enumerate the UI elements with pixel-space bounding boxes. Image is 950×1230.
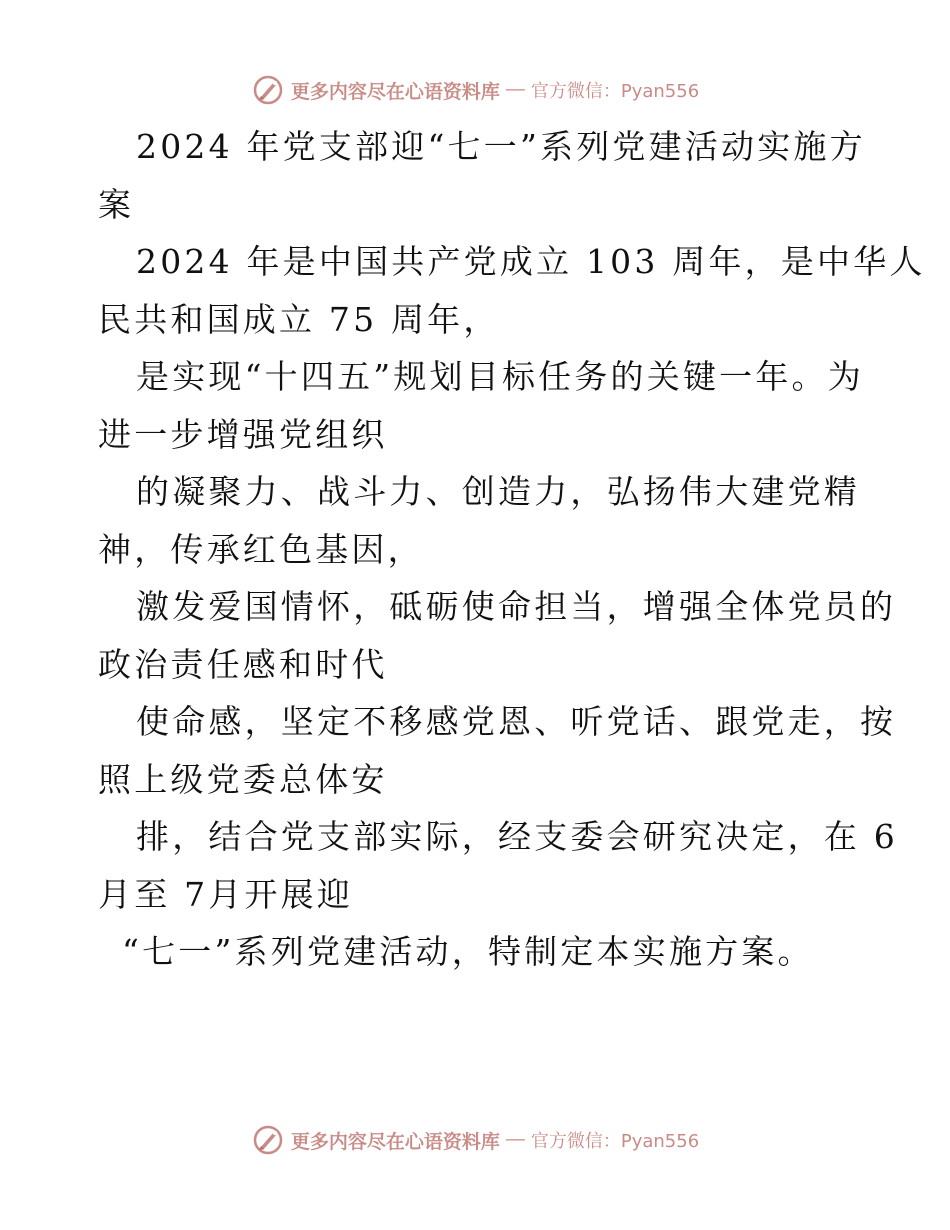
paragraph-line: 进一步增强党组织 [98,414,388,454]
paragraph-line: 2024 年是中国共产党成立 103 周年，是中华人 [136,242,926,281]
paragraph-line: 月至 7月开展迎 [98,874,354,914]
paragraph-line: 的凝聚力、战斗力、创造力，弘扬伟大建党精 [136,472,860,511]
paragraph-line: 民共和国成立 75 周年， [98,299,500,339]
header-contact-text: 官方微信：Pyan556 [530,81,700,102]
paragraph-line: 神，传承红色基因， [98,529,424,569]
header-watermark [251,73,699,107]
footer-dash: — [505,1129,525,1150]
document-title-line-2: 案 [98,184,135,224]
paragraph-line: 是实现“十四五”规划目标任务的关键一年。为 [136,357,864,396]
document-title-line-1: 2024 年党支部迎“七一”系列党建活动实施方 [136,127,866,166]
document-body [98,118,926,981]
quill-pen-logo-icon [251,73,285,107]
footer-contact-text: 官方微信：Pyan556 [530,1131,700,1152]
paragraph-line: “七一”系列党建活动，特制定本实施方案。 [122,932,814,971]
paragraph-line: 排，结合党支部实际，经支委会研究决定，在 6 [136,817,898,856]
paragraph-line: 照上级党委总体安 [98,759,388,799]
paragraph-line: 使命感，坚定不移感党恩、听党话、跟党走，按 [136,702,897,741]
quill-pen-logo-icon [251,1123,285,1157]
paragraph-line: 政治责任感和时代 [98,644,388,684]
footer-watermark [251,1123,699,1157]
footer-watermark-banner [0,1120,950,1160]
header-brand-text: 更多内容尽在心语资料库 [290,80,500,103]
header-watermark-banner [0,70,950,110]
footer-brand-text: 更多内容尽在心语资料库 [290,1130,500,1153]
paragraph-line: 激发爱国情怀，砥砺使命担当，增强全体党员的 [136,587,897,626]
header-dash: — [505,79,525,100]
